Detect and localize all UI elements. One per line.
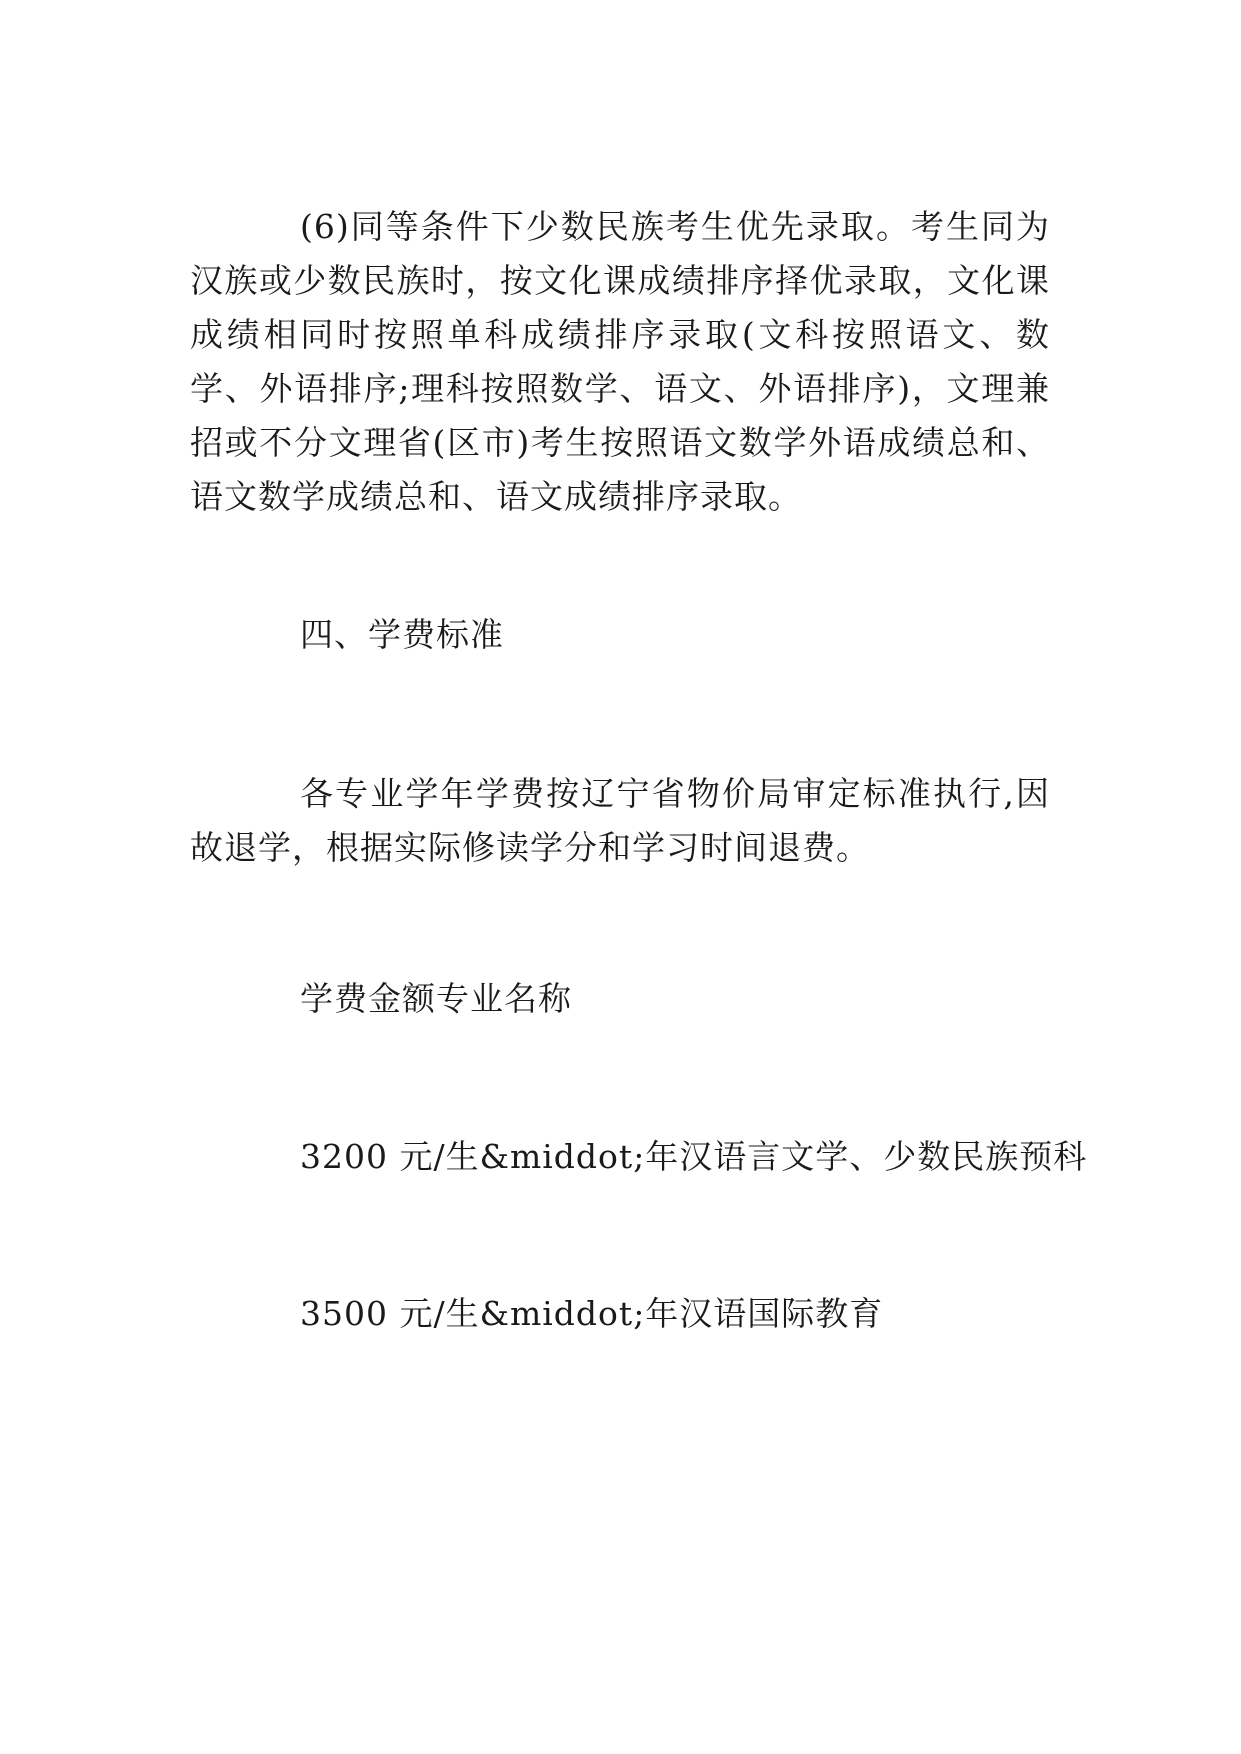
fee-row: 3200 元/生&middot;年汉语言文学、少数民族预科 [300,1137,1088,1176]
admission-rule-paragraph: (6)同等条件下少数民族考生优先录取。考生同为汉族或少数民族时，按文化课成绩排序择优录取，文化课成绩相同时按照单科成绩排序录取(文科按照语文、数学、外语排序;理科按照数学、语文、外语排序)，文理兼招或不分文理省(区市)考生按照语文数学外语成绩总和、语文数学成绩总和、语文成绩排序录取。 [190,207,1050,516]
fee-row: 3500 元/生&middot;年汉语国际教育 [300,1294,884,1333]
tuition-paragraph: 各专业学年学费按辽宁省物价局审定标准执行,因故退学，根据实际修读学分和学习时间退费。 [190,774,1050,867]
section-heading: 四、学费标准 [300,615,504,654]
fee-table-header: 学费金额专业名称 [300,979,572,1018]
